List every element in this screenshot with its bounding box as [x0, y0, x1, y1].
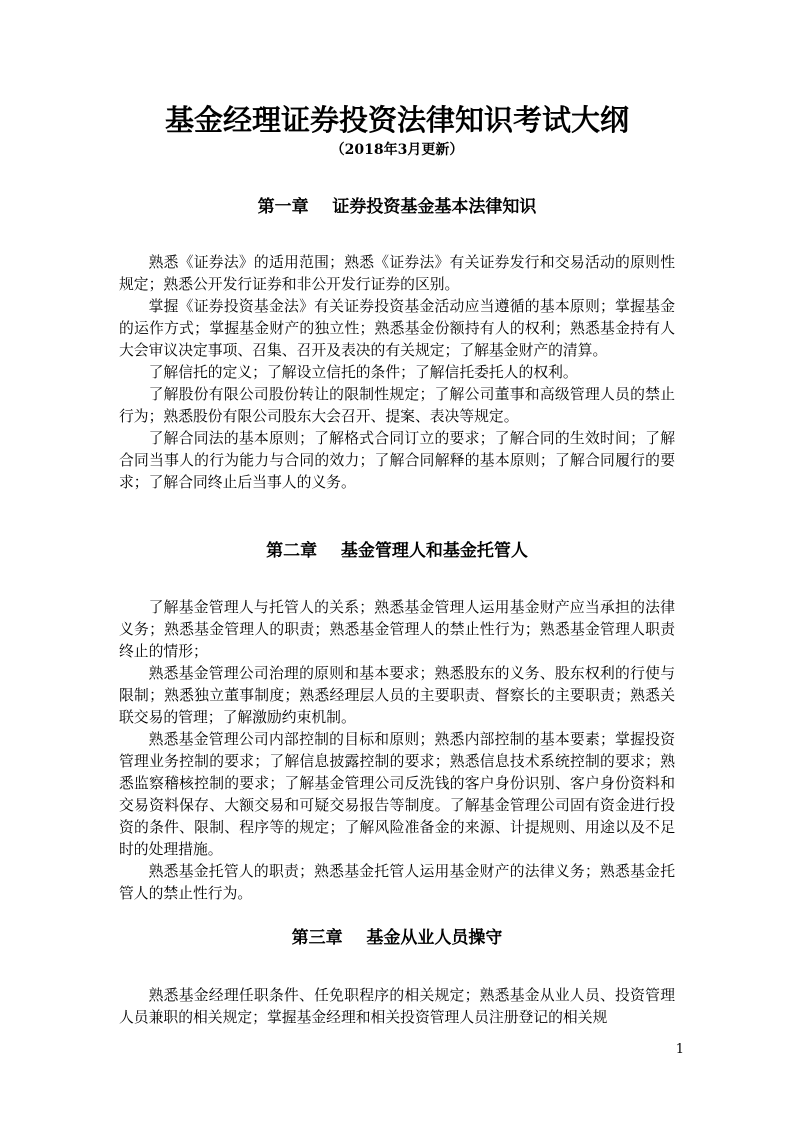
chapter-1-body [119, 252, 675, 494]
paragraph: 了解合同法的基本原则；了解格式合同订立的要求；了解合同的生效时间；了解合同当事人的行为能力与合同的效力；了解合同解释的基本原则；了解合同履行的要求；了解合同终止后当事人的义务。 [119, 430, 675, 491]
paragraph: 熟悉基金经理任职条件、任免职程序的相关规定；熟悉基金从业人员、投资管理人员兼职的相关规定；掌握基金经理和相关投资管理人员注册登记的相关规 [119, 987, 675, 1026]
chapter-3-heading: 第三章 基金从业人员操守 [291, 928, 503, 948]
paragraph: 掌握《证券投资基金法》有关证券投资基金活动应当遵循的基本原则；掌握基金的运作方式；掌握基金财产的独立性；熟悉基金份额持有人的权利；熟悉基金持有人大会审议决定事项、召集、召开及表决的有关规定；了解基金财产的清算。 [119, 298, 675, 359]
chapter-2-body [119, 597, 675, 905]
page-number: 1 [675, 1042, 684, 1057]
paragraph: 熟悉基金管理公司治理的原则和基本要求；熟悉股东的义务、股东权利的行使与限制；熟悉独立董事制度；熟悉经理层人员的主要职责、督察长的主要职责；熟悉关联交易的管理；了解激励约束机制。 [119, 665, 675, 726]
paragraph: 熟悉基金托管人的职责；熟悉基金托管人运用基金财产的法律义务；熟悉基金托管人的禁止性行为。 [119, 863, 675, 902]
chapter-2-heading: 第二章 基金管理人和基金托管人 [266, 541, 528, 561]
paragraph: 了解股份有限公司股份转让的限制性规定；了解公司董事和高级管理人员的禁止行为；熟悉股份有限公司股东大会召开、提案、表决等规定。 [119, 386, 675, 425]
paragraph: 熟悉《证券法》的适用范围；熟悉《证券法》有关证券发行和交易活动的原则性规定；熟悉公开发行证券和非公开发行证券的区别。 [119, 254, 675, 293]
paragraph: 熟悉基金管理公司内部控制的目标和原则；熟悉内部控制的基本要素；掌握投资管理业务控制的要求；了解信息披露控制的要求；熟悉信息技术系统控制的要求；熟悉监察稽核控制的要求；了解基金管理公司反洗钱的客户身份识别、客户身份资料和交易资料保存、大额交易和可疑交易报告等制度。了解基金管理公司固有资金进行投资的条件、限制、程序等的规定；了解风险准备金的来源、计提规则、用途以及不足时的处理措施。 [119, 731, 675, 858]
chapter-1-heading: 第一章 证券投资基金基本法律知识 [257, 197, 537, 217]
chapter-3-body [119, 985, 675, 1029]
paragraph: 了解基金管理人与托管人的关系；熟悉基金管理人运用基金财产应当承担的法律义务；熟悉基金管理人的职责；熟悉基金管理人的禁止性行为；熟悉基金管理人职责终止的情形； [119, 599, 675, 660]
document-subtitle: （2018年3月更新） [330, 142, 464, 158]
document-title: 基金经理证券投资法律知识考试大纲 [164, 103, 629, 137]
paragraph: 了解信托的定义；了解设立信托的条件；了解信托委托人的权利。 [148, 364, 578, 381]
